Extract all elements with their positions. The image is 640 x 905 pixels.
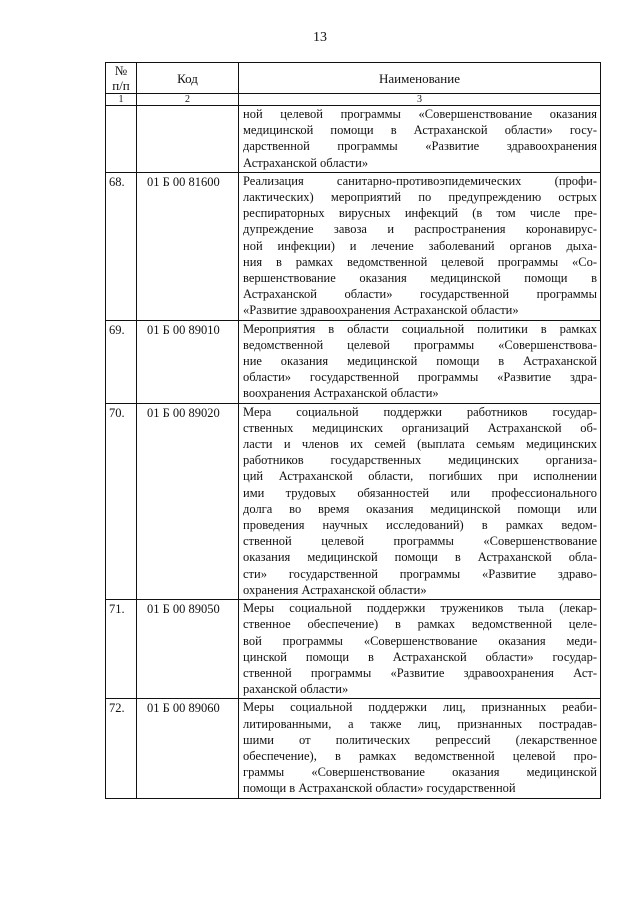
name-line: ние оказания медицинской помощи в Астраханской xyxy=(243,354,597,369)
row-code: 01 Б 00 89060 xyxy=(137,699,239,798)
name-line: сти» государственной программы «Развитие здраво- xyxy=(243,566,597,581)
row-number: 68. xyxy=(106,172,137,320)
row-name xyxy=(239,172,601,320)
name-line: Меры социальной поддержки лиц, признанных реаби- xyxy=(243,700,597,715)
row-code xyxy=(137,106,239,173)
name-line: помощи в Астраханской области» государственной xyxy=(243,781,516,796)
codes-table xyxy=(105,62,601,799)
name-line: оказания медицинской помощи в Астраханской обла- xyxy=(243,550,597,565)
name-line: ной инфекции) и лечение заболеваний органов дыха- xyxy=(243,238,597,253)
row-number: 69. xyxy=(106,320,137,403)
name-line: воохранения Астраханской области» xyxy=(243,386,439,401)
table-header-row xyxy=(106,63,601,94)
name-line: долга во время оказания медицинской помощи или xyxy=(243,501,597,516)
name-line: цинской помощи в Астраханской области» государ- xyxy=(243,649,597,664)
row-code: 01 Б 00 89010 xyxy=(137,320,239,403)
name-line: Мера социальной поддержки работников государ- xyxy=(243,404,597,419)
name-line: проведения научных исследований) в рамках ведом- xyxy=(243,518,597,533)
name-line: медицинской помощи в Астраханской области» госу- xyxy=(243,123,597,138)
name-line: граммы «Совершенствование оказания медицинской xyxy=(243,765,597,780)
table-row xyxy=(106,320,601,403)
name-line: ственных медицинских организаций Астраханской об- xyxy=(243,420,597,435)
column-index-1: 1 xyxy=(106,94,137,106)
table-row xyxy=(106,699,601,798)
name-line: шими от политических репрессий (лекарственное xyxy=(243,732,597,747)
row-code: 01 Б 00 89050 xyxy=(137,600,239,699)
table-row xyxy=(106,600,601,699)
name-line: Астраханской области» государственной программы xyxy=(243,287,597,302)
name-line: лактических) мероприятий по предупреждению острых xyxy=(243,190,597,205)
name-line: Реализация санитарно-противоэпидемических (профи- xyxy=(243,173,597,188)
name-line: респираторных вирусных инфекций (в том числе пре- xyxy=(243,206,597,221)
row-name xyxy=(239,600,601,699)
name-line: ими трудовых обязанностей или профессионального xyxy=(243,485,597,500)
name-line: ственной программы «Развитие здравоохранения Аст- xyxy=(243,665,597,680)
column-index-row xyxy=(106,94,601,106)
name-line: ной целевой программы «Совершенствование оказания xyxy=(243,107,597,121)
name-line: вершенствование оказания медицинской помощи в xyxy=(243,271,597,286)
name-line: вой программы «Совершенствование оказания меди- xyxy=(243,633,597,648)
name-line: литированными, а также лиц, признанных пострадав- xyxy=(243,716,597,731)
page-number: 13 xyxy=(313,30,327,45)
row-name xyxy=(239,106,601,173)
row-code: 01 Б 00 81600 xyxy=(137,172,239,320)
name-line: Астраханской области» xyxy=(243,155,369,170)
table-row xyxy=(106,106,601,173)
name-line: «Развитие здравоохранения Астраханской области» xyxy=(243,303,519,318)
name-line: раханской области» xyxy=(243,682,349,697)
row-name xyxy=(239,403,601,599)
row-name xyxy=(239,320,601,403)
header-name: Наименование xyxy=(239,63,601,94)
name-line: Мероприятия в области социальной политики в рамках xyxy=(243,321,597,336)
name-line: Меры социальной поддержки тружеников тыла (лекар- xyxy=(243,601,597,616)
name-line: области» государственной программы «Развитие здра- xyxy=(243,370,597,385)
row-code: 01 Б 00 89020 xyxy=(137,403,239,599)
name-line: ведомственной целевой программы «Совершенствова- xyxy=(243,337,597,352)
row-number xyxy=(106,106,137,173)
row-number: 70. xyxy=(106,403,137,599)
name-line: ния в рамках ведомственной целевой программы «Со- xyxy=(243,254,597,269)
name-line: ций Астраханской области, погибших при исполнении xyxy=(243,469,597,484)
header-code: Код xyxy=(137,63,239,94)
name-line: обеспечение), в рамках ведомственной целевой про- xyxy=(243,748,597,763)
row-number: 71. xyxy=(106,600,137,699)
name-line: ласти и членов их семей (выплата семьям медицинских xyxy=(243,437,597,452)
row-number: 72. xyxy=(106,699,137,798)
column-index-2: 2 xyxy=(137,94,239,106)
name-line: дарственной программы «Развитие здравоохранения xyxy=(243,139,597,154)
row-name xyxy=(239,699,601,798)
name-line: ственное обеспечение) в рамках ведомственной целе- xyxy=(243,617,597,632)
name-line: дупреждение завоза и распространения коронавирус- xyxy=(243,222,597,237)
table-row xyxy=(106,172,601,320)
table-row xyxy=(106,403,601,599)
name-line: охранения Астраханской области» xyxy=(243,582,427,597)
column-index-3: 3 xyxy=(239,94,601,106)
name-line: работников государственных медицинских организа- xyxy=(243,453,597,468)
name-line: ственной целевой программы «Совершенствование xyxy=(243,534,597,549)
header-number: № п/п xyxy=(106,63,137,94)
